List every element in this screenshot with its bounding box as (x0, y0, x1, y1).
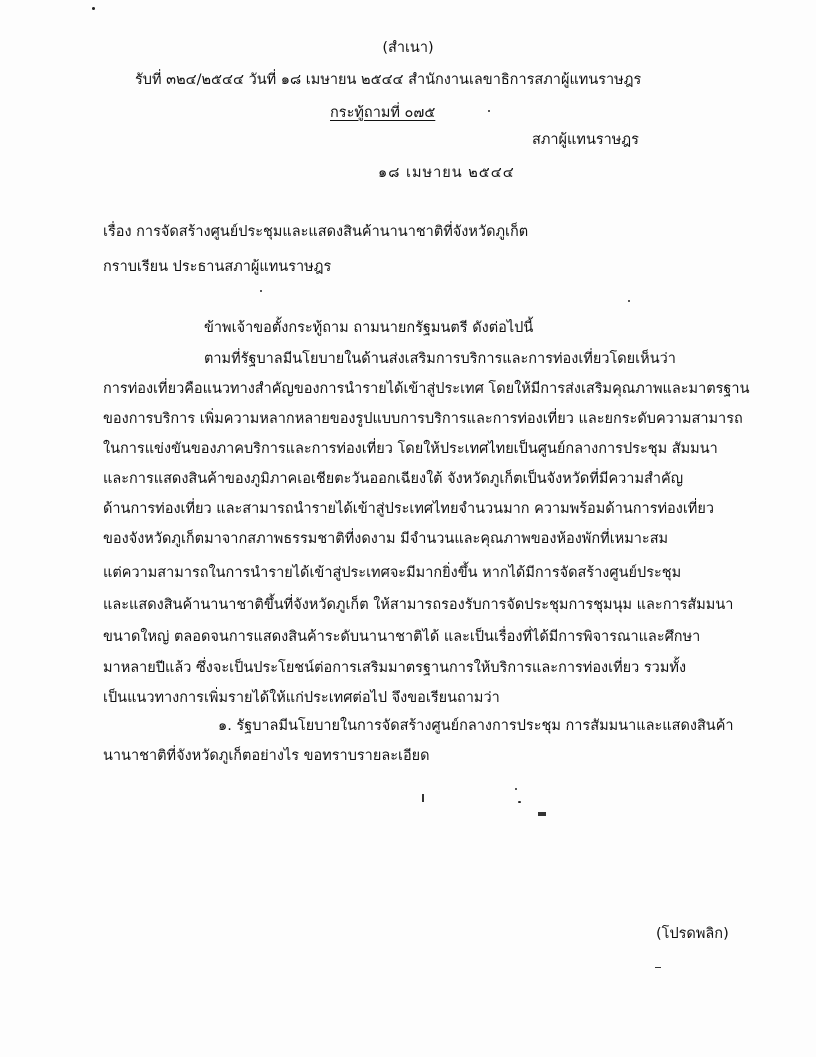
subject-line: เรื่อง การจัดสร้างศูนย์ประชุมและแสดงสินค้านานาชาติที่จังหวัดภูเก็ต (103, 224, 529, 240)
scan-speck (260, 290, 262, 292)
body-line: ด้านการท่องเที่ยว และสามารถนำรายได้เข้าสู่ประเทศไทยจำนวนมาก ความพร้อมด้านการท่องเที่ยว (103, 501, 714, 517)
question-item-1-continued: นานาชาติที่จังหวัดภูเก็ตอย่างไร ขอทราบรายละเอียด (103, 748, 430, 764)
scan-speck (488, 110, 490, 112)
body-line: ของการบริการ เพิ่มความหลากหลายของรูปแบบการบริการและการท่องเที่ยว และยกระดับความสามารถ (103, 411, 743, 427)
body-line: ในการแข่งขันของภาคบริการและการท่องเที่ยว โดยให้ประเทศไทยเป็นศูนย์กลางการประชุม สัมมนา (103, 441, 718, 457)
scan-speck (518, 801, 521, 803)
body-line: ขนาดใหญ่ ตลอดจนการแสดงสินค้าระดับนานาชาติได้ และเป็นเรื่องที่ได้มีการพิจารณาและศึกษา (103, 629, 701, 645)
scan-mark (538, 812, 546, 816)
body-line: และแสดงสินค้านานาชาติขึ้นที่จังหวัดภูเก็ต ให้สามารถรองรับการจัดประชุมการชุมนุม และการสัมมนา (103, 597, 734, 613)
scan-speck (628, 300, 630, 302)
body-line: และการแสดงสินค้าของภูมิภาคเอเชียตะวันออกเฉียงใต้ จังหวัดภูเก็ตเป็นจังหวัดที่มีความสำคัญ (103, 471, 684, 487)
intro-paragraph: ข้าพเจ้าขอตั้งกระทู้ถาม ถามนายกรัฐมนตรี ดังต่อไปนี้ (204, 320, 534, 336)
copy-mark: (สำเนา) (382, 40, 434, 56)
question-number: กระทู้ถามที่ ๐๗๕ (330, 105, 436, 121)
body-line: เป็นแนวทางการเพิ่มรายได้ให้แก่ประเทศต่อไป จึงขอเรียนถามว่า (103, 690, 500, 706)
scan-mark (422, 794, 424, 802)
body-line: มาหลายปีแล้ว ซึ่งจะเป็นประโยชน์ต่อการเสริมมาตรฐานการให้บริการและการท่องเที่ยว รวมทั้ง (103, 660, 687, 676)
office-name: สภาผู้แทนราษฎร (532, 132, 639, 148)
scan-speck (92, 7, 95, 10)
scan-mark (655, 967, 661, 968)
document-date: ๑๘ เมษายน ๒๕๔๔ (378, 165, 515, 181)
salutation-line: กราบเรียน ประธานสภาผู้แทนราษฎร (103, 259, 332, 275)
body-line: ของจังหวัดภูเก็ตมาจากสภาพธรรมชาติที่งดงาม มีจำนวนและคุณภาพของห้องพักที่เหมาะสม (103, 531, 669, 547)
scan-speck (515, 788, 517, 790)
turn-over-note: (โปรดพลิก) (656, 926, 729, 942)
body-line: การท่องเที่ยวคือแนวทางสำคัญของการนำรายได้เข้าสู่ประเทศ โดยให้มีการส่งเสริมคุณภาพและมาตรฐาน (103, 381, 750, 397)
question-item-1: ๑. รัฐบาลมีนโยบายในการจัดสร้างศูนย์กลางการประชุม การสัมมนาและแสดงสินค้า (218, 718, 734, 734)
received-stamp-line: รับที่ ๓๒๔/๒๕๔๔ วันที่ ๑๘ เมษายน ๒๕๔๔ สำนักงานเลขาธิการสภาผู้แทนราษฎร (135, 72, 642, 88)
body-line: ตามที่รัฐบาลมีนโยบายในด้านส่งเสริมการบริการและการท่องเที่ยวโดยเห็นว่า (204, 351, 676, 367)
body-line: แต่ความสามารถในการนำรายได้เข้าสู่ประเทศจะมีมากยิ่งขึ้น หากได้มีการจัดสร้างศูนย์ประชุม (103, 565, 682, 581)
